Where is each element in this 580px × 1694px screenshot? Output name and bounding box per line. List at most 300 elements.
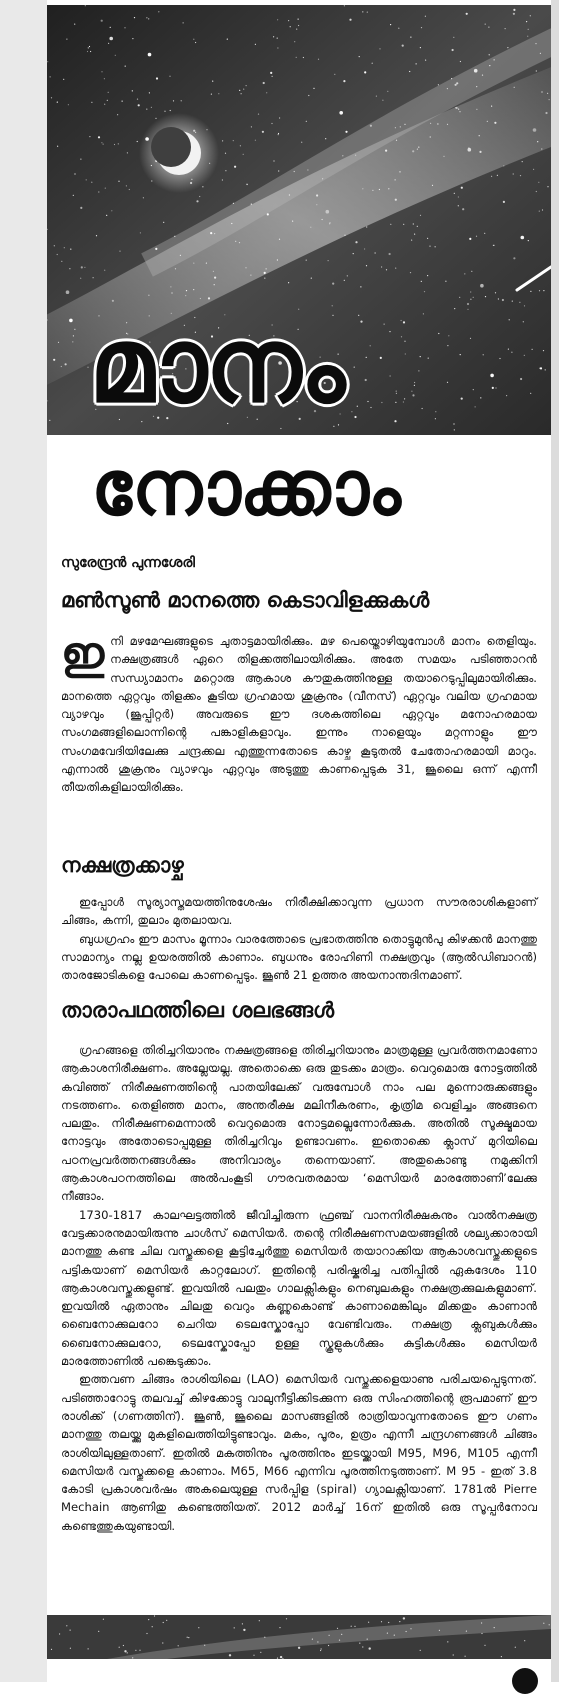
section-heading-butterflies: താരാപഥത്തിലെ ശലഭങ്ങൾ [61,998,335,1022]
star [272,76,273,77]
star [492,387,494,389]
star [137,141,138,142]
star [366,265,367,266]
star [344,280,345,281]
star [435,246,436,247]
star [344,5,345,6]
star [524,1640,525,1641]
star [264,278,265,279]
star [277,38,278,39]
star [506,395,507,396]
paragraph: നി മഴമേഘങ്ങളുടെ ചുതാട്ടമായിരിക്കും. മഴ പെയ്തൊഴിയുമ്പോൾ മാനം തെളിയും. നക്ഷത്രങ്ങൾ ഏറെ തിളക്കത്തിലായിരിക്കും. അതേ സമയം പടിഞ്ഞാറൻ സന്ധ്യാമാനം മറ്റൊരു ആകാശ കൗതുകത്തിനുള്ള തയാറെടുപ്പിലുമായിരിക്കും. മാനത്തെ ഏറ്റവും തിളക്കം കൂടിയ ഗ്രഹമായ ശുക്രനും (വീനസ്) ഏറ്റവും വലിയ ഗ്രഹമായ വ്യാഴവും (ജൂപ്പിറ്റർ) അവരുടെ ഈ ദശകത്തിലെ ഏറ്റവും മനോഹരമായ സംഗമങ്ങളിലൊന്നിന്റെ പങ്കാളികളാവും. ഇന്നും നാളെയും മറ്റന്നാളും ഈ സംഗമവേദിയിലേക്കു ചന്ദ്രക്കല എത്തുന്നതോടെ കാഴ്ച കൂടുതൽ ചേതോഹരമായി മാറും. എന്നാൽ ശുക്രനും വ്യാഴവും ഏറ്റവും അടുത്തു കാണപ്പെടുക 31, ജൂലൈ ഒന്ന് എന്നീ തീയതികളിലായിരിക്കും. [61,634,537,795]
star [522,161,523,162]
star [69,268,70,269]
star [70,249,71,250]
paragraph: 1730-1817 കാലഘട്ടത്തിൽ ജീവിച്ചിരുന്ന ഫ്രഞ്ച് വാനനിരീക്ഷകനും വാൽനക്ഷത്ര വേട്ടക്കാരനുമായിരുന്നു ചാൾസ് മെസിയർ. തന്റെ നിരീക്ഷണസമയങ്ങളിൽ ശല്യക്കാരായി മാനത്തു കണ്ട ചില വസ്തുക്കളെ കൂട്ടിച്ചേർത്തു മെസിയർ തയാറാക്കിയ ആകാശവസ്തുക്കളുടെ പട്ടികയാണ് മെസിയർ കാറ്റലോഗ്. ഇതിന്റെ പരിഷ്കരിച്ച പതിപ്പിൽ ഏകദേശം 110 ആകാശവസ്തുക്കളുണ്ട്. ഇവയിൽ പലതും ഗാലക്സികളും നെബുലകളും നക്ഷത്രക്കുലകളുമാണ്. ഇവയിൽ ഏതാനും ചിലതു വെറും കണ്ണുകൊണ്ട് കാണാമെങ്കിലും മിക്കതും കാണാൻ ബൈനോക്കുലറോ ചെറിയ ടെലസ്കോപ്പോ വേണ്ടിവരും. നക്ഷത്ര ക്ലബുകൾക്കും ബൈനോക്കുലറോ, ടെലസ്കോപ്പോ ഉള്ള സ്കൂളുകൾക്കും കുട്ടികൾക്കും മെസിയർ മാരത്തോണിൽ പങ്കെടുക്കാം. [61,1207,537,1369]
star [543,1623,544,1624]
star [124,1650,126,1652]
star [239,242,240,243]
star [277,19,278,20]
star [74,24,75,25]
star [382,100,383,101]
star [411,240,412,241]
star [171,292,172,293]
star [420,47,421,48]
star [132,1657,133,1658]
star [181,100,182,101]
star [520,175,521,176]
star [146,1633,147,1634]
star [521,236,525,240]
star [47,61,48,62]
star [193,289,194,290]
star [432,185,433,186]
star [233,140,234,141]
star [396,393,397,394]
star [494,122,496,124]
star [359,56,360,57]
star [527,36,528,37]
star [317,1641,318,1642]
star [225,153,226,154]
star [468,148,472,152]
star [366,357,367,358]
star [524,305,525,306]
star [443,156,444,157]
star [278,170,279,171]
star [146,109,147,110]
star [403,1617,405,1619]
star [545,112,547,114]
star [493,245,494,246]
star [332,283,334,285]
star [499,358,500,359]
star [104,270,105,271]
star [186,290,187,291]
star [290,26,291,27]
star [72,341,73,342]
star [390,24,391,25]
star [401,320,402,321]
paragraph: ഇത്തവണ ചിങ്ങം രാശിയിലെ (LAO) മെസിയർ വസ്തുക്കളെയാണു പരിചയപ്പെടുന്നത്. പടിഞ്ഞാറോട്ടു തലവച്ച് കിഴക്കോട്ടു വാലുനീട്ടിക്കിടക്കുന്ന ഒരു സിംഹത്തിന്റെ രൂപമാണ് ഈ രാശിക്ക് (ഗണത്തിന്). ജൂൺ, ജൂലൈ മാസങ്ങളിൽ രാത്രിയാവുന്നതോടെ ഈ ഗണം മാനത്തു തലയ്ക്കു മുകളിലെത്തിയിട്ടുണ്ടാവും. മകം, പൂരം, ഉത്രം എന്നീ ചന്ദ്രഗണങ്ങൾ ചിങ്ങം രാശിയിലുള്ളതാണ്. ഇതിൽ മകത്തിനും പൂരത്തിനും ഇടയ്ക്കായി M95, M96, M105 എന്നീ മെസിയർ വസ്തുക്കളെ കാണാം. M65, M66 എന്നിവ പൂരത്തിനടുത്താണ്. M 95 - ഇത് 3.8 കോടി പ്രകാശവർഷം അകലെയുള്ള സർപ്പിള (spiral) ഗ്യാലക്സിയാണ്. 1781ൽ Pierre Mechain ആണിതു കണ്ടെത്തിയത്. 2012 മാർച്ച് 16ന് ഇതിൽ ഒരു സൂപ്പർനോവ കണ്ടെത്തുകയുണ്ടായി. [61,1372,537,1533]
star [395,402,396,403]
star [485,296,486,297]
star [480,397,481,398]
star [414,382,415,383]
star [490,374,494,378]
star [148,53,152,57]
star [512,301,513,302]
star [106,215,107,216]
star [59,1633,60,1634]
star [495,387,496,388]
star [396,391,397,392]
star [380,357,382,359]
star [428,358,429,359]
star [384,324,385,325]
star [501,1656,502,1657]
star [403,321,405,323]
star [148,295,149,296]
star [162,1642,163,1643]
star [447,1641,448,1642]
star [325,138,326,139]
star [429,246,430,247]
star [101,71,102,72]
star [218,93,219,94]
star [123,1645,124,1646]
star [266,92,267,93]
star [482,75,483,76]
star [132,90,133,91]
star [222,140,223,141]
star [390,375,391,376]
star [387,1633,388,1634]
star [530,15,531,16]
star [406,1631,407,1632]
headline-line-2: നോക്കാം [91,443,400,532]
star [239,90,240,91]
star [122,101,123,102]
star [54,245,55,246]
star [212,81,213,82]
star [435,411,436,412]
star [455,107,456,108]
star [532,349,533,350]
star [66,39,67,40]
star [146,17,147,18]
star [63,79,64,80]
star [386,269,387,270]
star [341,1634,342,1635]
star [243,89,244,90]
star [225,170,226,171]
star [310,227,311,228]
star [210,232,212,234]
star [73,195,74,196]
star [80,159,81,160]
star [169,76,170,77]
section-body-starview [61,893,537,984]
star [166,1620,167,1621]
star [108,43,109,44]
star [199,196,200,197]
paragraph: ബുധഗ്രഹം ഈ മാസം മൂന്നാം വാരത്തോടെ പ്രഭാതത്തിനു തൊട്ടുമുൻപു കിഴക്കൻ മാനത്തു സാമാന്യം നല്ല ഉയരത്തിൽ കാണാം. ബുധനും രോഹിണി നക്ഷത്രവും (ആൽഡിബാറൻ) താരജോടികളെ പോലെ കാണപ്പെടും. ജൂൺ 21 ഉത്തര അയനാന്തദിനമാണ്. [61,931,537,983]
star [110,27,111,28]
star [398,28,399,29]
star [396,140,397,141]
star [410,1628,411,1629]
star [414,385,415,386]
star [233,203,234,204]
star [57,146,58,147]
star [360,321,362,323]
star [421,27,422,28]
star [65,363,67,365]
star [547,186,548,187]
star [372,63,373,64]
star [139,1650,140,1651]
star [533,128,537,132]
star [545,369,546,370]
star [381,1621,382,1622]
star [414,234,415,235]
star [495,292,496,293]
star [530,291,531,292]
star [198,1627,199,1628]
star [119,1647,120,1648]
star [57,254,58,255]
star [459,111,460,112]
star [214,277,216,279]
star [134,17,135,18]
star [231,223,232,224]
star [154,1615,155,1616]
night-sky-image [47,5,551,435]
star [173,100,174,101]
star [354,367,355,368]
star [202,186,203,187]
star [151,107,152,108]
star [489,54,490,55]
star [372,190,373,191]
footer-sky-strip [47,1615,551,1659]
star [262,131,264,133]
star [479,135,480,136]
star [294,41,295,42]
star [389,331,390,332]
author-byline: സുരേന്ദ്രൻ പുന്നശേരി [61,555,195,571]
star [412,150,414,152]
star [109,37,113,41]
star [411,391,412,392]
star [345,131,347,133]
section-body-monsoon [61,628,537,797]
star [178,1645,179,1646]
star [362,1646,363,1647]
star [80,278,81,279]
star [279,1627,280,1628]
star [485,24,486,25]
star [461,398,463,400]
star [469,238,471,240]
star [322,178,323,179]
star [365,379,367,381]
star [539,211,540,212]
star [107,100,108,101]
star [208,297,210,299]
star [321,1648,322,1649]
star [307,169,308,170]
star [66,290,70,294]
star [339,111,343,115]
star [410,272,411,273]
star [404,398,405,399]
star [163,222,164,223]
star [480,284,484,288]
star [277,259,278,260]
page-right-margin [551,0,580,1682]
star [70,1630,71,1631]
star [395,127,396,128]
star [425,60,426,61]
star [514,87,515,88]
star [542,209,543,210]
star [318,59,319,60]
star [453,1654,454,1655]
star [124,27,125,28]
star [98,191,99,192]
star [430,123,431,124]
star [296,57,297,58]
star [473,297,474,298]
star [439,1630,440,1631]
star [539,368,540,369]
star [524,355,525,356]
paragraph: ഗ്രഹങ്ങളെ തിരിച്ചറിയാനും നക്ഷത്രങ്ങളെ തിരിച്ചറിയാനും മാത്രമുള്ള പ്രവർത്തനമാണോ ആകാശനിരീക്ഷണം. അല്ലേയല്ല. അതൊക്കെ ഒരു തുടക്കം മാത്രം. വെറുമൊരു നോട്ടത്തിൽ കവിഞ്ഞ് നിരീക്ഷണത്തിന്റെ പാതയിലേക്ക് വരുമ്പോൾ നാം പല മുന്നൊരുക്കങ്ങളും നടത്തണം. തെളിഞ്ഞ മാനം, അന്തരീക്ഷ മലിനീകരണം, കൃത്രിമ വെളിച്ചം അങ്ങനെ പലതും. നിരീക്ഷണമെന്നാൽ വെറുമൊരു നോട്ടമല്ലെന്നോർക്കുക. അതിൽ സൂക്ഷ്മമായ നോട്ടവും അതോടൊപ്പമുള്ള തിരിച്ചറിവും ഉണ്ടാവണം. ഇതൊക്കെ ക്ലാസ് മുറിയിലെ പഠനപ്രവർത്തനങ്ങൾക്കും അനിവാര്യം തന്നെയാണ്. അതുകൊണ്ടു നമുക്കിനി ആകാശപഠനത്തിലെ അൽപംകൂടി ഗൗരവതരമായ ‘മെസിയർ മാരത്തോണി’ലേക്കു നീങ്ങാം. [61,1043,537,1204]
star [196,200,198,202]
star [489,65,490,66]
star [129,189,130,190]
star [388,1622,389,1623]
star [61,366,62,367]
star [326,210,330,214]
star [420,356,421,357]
star [481,1622,482,1623]
star [476,236,477,237]
star [466,13,468,15]
star [447,345,448,346]
star [69,319,73,323]
star [427,238,428,239]
star [370,407,371,408]
star [497,175,498,176]
star [235,241,236,242]
star [487,121,488,122]
star [88,1648,89,1649]
star [343,80,345,82]
star [389,253,391,255]
star [89,136,90,137]
star [395,179,396,180]
star [437,123,438,124]
star [170,110,171,111]
star [417,149,418,150]
star [103,1619,104,1620]
star [390,224,391,225]
star [103,144,104,145]
star [286,1618,287,1619]
star [526,21,527,22]
star [481,1633,482,1634]
star [81,266,83,268]
star [51,97,52,98]
star [263,82,265,84]
star [511,352,512,353]
star [119,251,120,252]
star [253,1655,254,1656]
star [114,144,115,145]
star [453,37,454,38]
star [362,188,363,189]
star [245,267,246,268]
star [298,1647,300,1649]
star [149,92,150,93]
star [508,349,509,350]
star [351,1626,352,1627]
star [251,126,252,127]
star [549,99,550,100]
star [64,247,65,248]
star [461,187,463,189]
star [242,1623,243,1624]
star [349,19,351,21]
star [140,232,141,233]
star [74,329,75,330]
star [519,302,520,303]
star [470,291,471,292]
star [447,382,448,383]
star [306,260,307,261]
star [470,338,471,339]
star [247,184,248,185]
star [410,37,411,38]
star [539,290,540,291]
star [204,1645,205,1646]
star [394,1635,395,1636]
star [137,99,138,100]
star [403,224,404,225]
star [479,151,481,153]
star [395,199,397,201]
star [278,134,279,135]
star [399,1621,400,1622]
star [458,196,459,197]
star [418,370,419,371]
star [118,181,119,182]
star [337,1628,338,1629]
star [294,171,295,172]
star [456,82,458,84]
star [502,299,504,301]
star [458,109,459,110]
star [311,278,312,279]
star [158,11,159,12]
star [543,350,544,351]
star [424,291,425,292]
star [306,121,307,122]
star [301,142,302,143]
star [58,342,59,343]
star [80,207,82,209]
star [329,1635,330,1636]
star [155,248,157,250]
star [464,273,465,274]
star [520,378,522,380]
star [543,290,544,291]
star [458,205,459,206]
star [289,194,290,195]
star [381,266,382,267]
star [394,420,396,422]
star [264,1637,265,1638]
star [206,263,207,264]
star [537,141,538,142]
star [193,39,194,40]
star [484,233,485,234]
star [541,91,542,92]
star [395,268,396,269]
